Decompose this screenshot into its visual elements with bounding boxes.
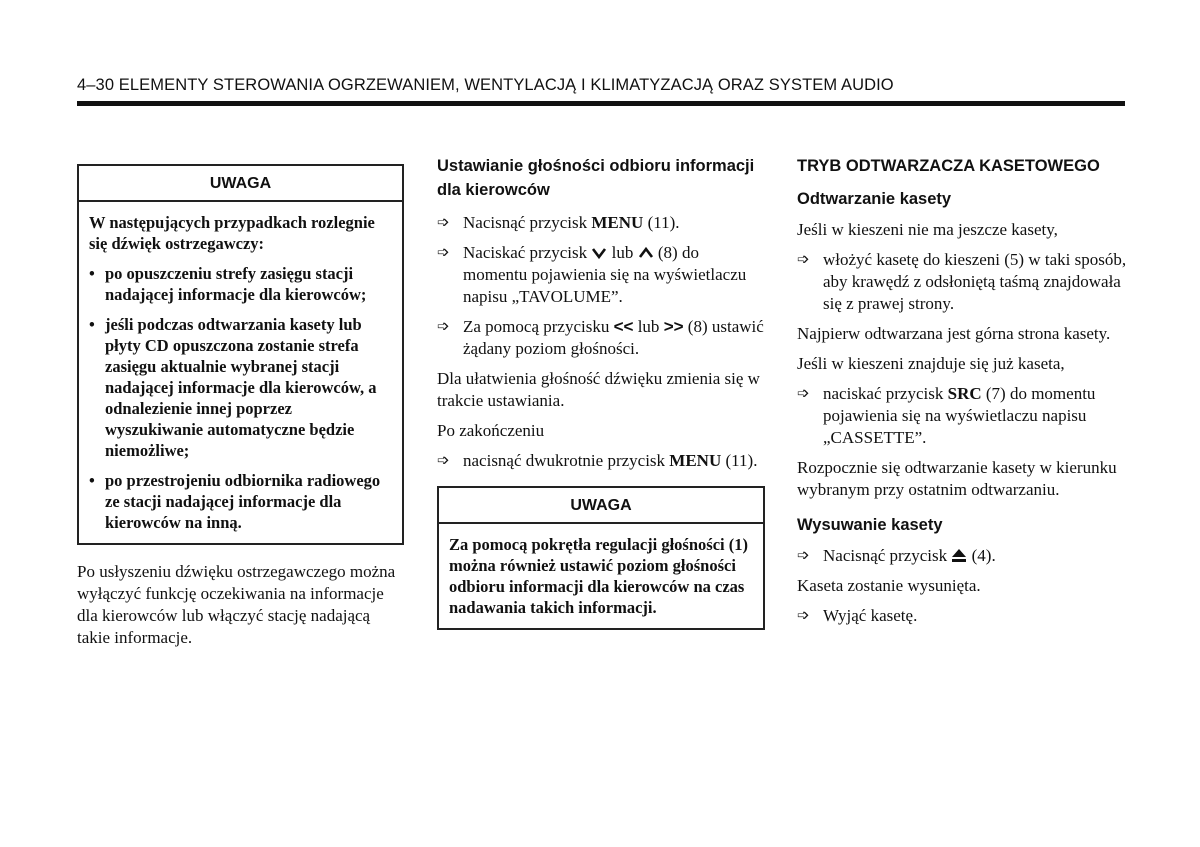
warning-intro: W następujących przypadkach rozlegnie się dźwięk ostrzegawczy: [89, 213, 375, 253]
warning-box-1 [77, 164, 404, 545]
step-item: ➩ włożyć kasetę do kieszeni (5) w taki sposób, aby krawędź z odsłoniętą taśmą znajdowała się z prawej strony. [797, 250, 1127, 313]
arrow-right-icon: ➩ [437, 453, 450, 469]
arrow-right-icon: ➩ [797, 252, 810, 268]
after-warning-text: Po usłyszeniu dźwięku ostrzegawczego można wyłączyć funkcję oczekiwania na informacje dla kierowców lub włączyć stację nadającą takie informacje. [77, 562, 396, 647]
bullet-dot: • [89, 264, 95, 283]
bullet-text: po przestrojeniu odbiornika radiowego ze stacji nadającej informacje dla kierowców na inną. [105, 471, 381, 532]
warning-bullet [89, 263, 392, 305]
warning-body [439, 524, 763, 628]
eject-icon [951, 548, 967, 563]
warning-title: UWAGA [79, 166, 402, 202]
section-heading: TRYB ODTWARZACZA KASETOWEGO [797, 157, 1100, 175]
arrow-right-icon: ➩ [797, 608, 810, 624]
paragraph: Dla ułatwienia głośność dźwięku zmienia się w trakcie ustawiania. [437, 369, 760, 410]
bullet-dot: • [89, 315, 95, 334]
paragraph: Kaseta zostanie wysunięta. [797, 576, 981, 595]
column-3 [797, 154, 1127, 635]
src-button-label: SRC [947, 384, 982, 403]
paragraph: Jeśli w kieszeni nie ma jeszcze kasety, [797, 220, 1058, 239]
arrow-right-icon: ➩ [797, 548, 810, 564]
menu-button-label: MENU [591, 213, 644, 232]
bullet-text: po opuszczeniu strefy zasięgu stacji nadającej informacje dla kierowców; [105, 264, 367, 304]
step-item: ➩ Nacisnąć przycisk MENU (11). [437, 213, 680, 232]
arrow-right-icon: ➩ [437, 319, 450, 335]
warning-body [79, 202, 402, 543]
header-rule [77, 101, 1125, 106]
paragraph: Po zakończeniu [437, 421, 545, 440]
step-item: ➩ nacisnąć dwukrotnie przycisk MENU (11). [437, 451, 758, 470]
column-2 [437, 154, 765, 630]
arrow-right-icon: ➩ [797, 386, 810, 402]
warning-title: UWAGA [439, 488, 763, 524]
chevron-up-icon [638, 246, 654, 260]
bullet-dot: • [89, 471, 95, 490]
warning-text: Za pomocą pokrętła regulacji głośności (1) można również ustawić poziom głośności odbioru informacji dla kierowców na czas nadawania takich informacji. [449, 535, 748, 617]
chevron-down-icon [591, 246, 607, 260]
step-item: ➩ Naciskać przycisk lub (8) do momentu pojawienia się na wyświetlaczu napisu „TAVOLUME”. [437, 243, 747, 306]
paragraph: Najpierw odtwarzana jest górna strona kasety. [797, 324, 1111, 343]
step-item: ➩ Wyjąć kasetę. [797, 606, 918, 625]
step-item: ➩ Za pomocą przycisku << lub >> (8) ustawić żądany poziom głośności. [437, 317, 764, 358]
subsection-heading: Wysuwanie kasety [797, 516, 943, 534]
section-heading: Ustawianie głośności odbioru informacji dla kierowców [437, 157, 755, 199]
subsection-heading: Odtwarzanie kasety [797, 190, 952, 208]
paragraph: Rozpocznie się odtwarzanie kasety w kierunku wybranym przy ostatnim odtwarzaniu. [797, 458, 1117, 499]
warning-box-2 [437, 486, 765, 630]
step-item: ➩ naciskać przycisk SRC (7) do momentu pojawienia się na wyświetlaczu napisu „CASSETTE”. [797, 384, 1096, 447]
column-1 [77, 164, 404, 649]
paragraph: Jeśli w kieszeni znajduje się już kaseta, [797, 354, 1065, 373]
arrow-right-icon: ➩ [437, 215, 450, 231]
arrow-right-icon: ➩ [437, 245, 450, 261]
warning-bullet [89, 314, 392, 461]
bullet-text: jeśli podczas odtwarzania kasety lub płyty CD opuszczona zostanie strefa zasięgu aktualnie wybranej stacji nadającej informacje dla kierowców, a odnalezienie innej poprzez wyszukiwanie automatyczne będzie niemożliwe; [105, 315, 377, 460]
warning-bullet [89, 470, 392, 533]
step-item: ➩ Nacisnąć przycisk (4). [797, 546, 996, 565]
page-header: 4–30 ELEMENTY STEROWANIA OGRZEWANIEM, WENTYLACJĄ I KLIMATYZACJĄ ORAZ SYSTEM AUDIO [77, 76, 894, 94]
